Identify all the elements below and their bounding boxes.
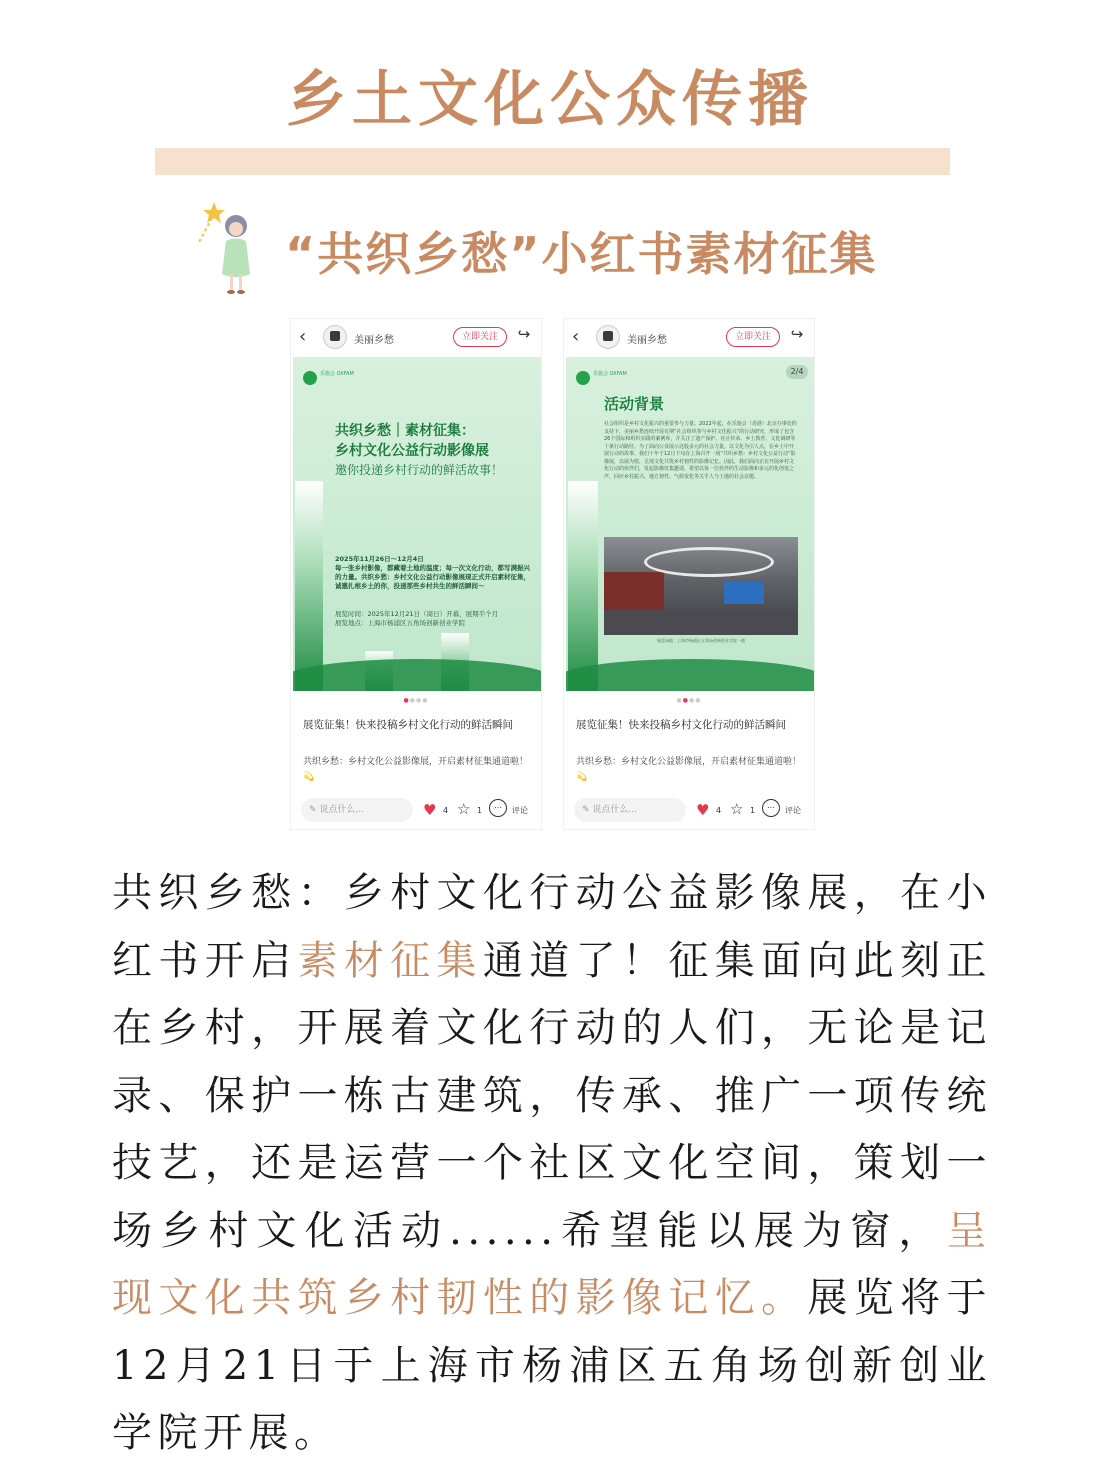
like-count: 4 (716, 806, 722, 815)
comment-icon[interactable]: … (762, 799, 780, 817)
post-screenshot-1 (290, 318, 542, 830)
oxfam-logo: 乐施会 OXFAM (576, 367, 646, 389)
fairy-girl-icon (192, 196, 262, 298)
account-name[interactable]: 美丽乡愁 (354, 335, 394, 346)
article-highlight: 素材征集 (297, 937, 483, 984)
avatar[interactable] (323, 325, 347, 349)
star-count: 1 (750, 806, 756, 815)
carousel-dots: ●●●● (676, 697, 702, 704)
back-icon[interactable]: ‹ (299, 326, 307, 347)
follow-button[interactable]: 立即关注 (726, 327, 780, 347)
heart-icon[interactable]: ♥ (423, 801, 437, 819)
comment-input[interactable]: ✎ 说点什么... (574, 798, 686, 822)
article-text: 展览将于12月21日于上海市杨浦区五角场创新创业学院开展。 (112, 1275, 993, 1456)
comment-icon[interactable]: … (489, 799, 507, 817)
poster-bar (295, 481, 323, 691)
account-name[interactable]: 美丽乡愁 (627, 335, 667, 346)
like-count: 4 (443, 806, 449, 815)
post-description: 共织乡愁：乡村文化公益影像展，开启素材征集通道啦！💫 (303, 757, 529, 782)
post-description: 共织乡愁：乡村文化公益影像展，开启素材征集通道啦！💫 (576, 757, 802, 782)
post-header (291, 319, 541, 355)
comment-label[interactable]: 评论 (512, 806, 528, 815)
photo-caption: 展览场地：上海市杨浦区五角场创新创业学院一楼 (657, 638, 745, 643)
star-icon[interactable]: ☆ (730, 800, 744, 818)
poster-exhibit-time: 展览时间：2025年12月21日（周日）开幕，展期半个月 (335, 610, 499, 618)
article-body (112, 860, 992, 1468)
post-action-bar (564, 795, 814, 825)
heart-icon[interactable]: ♥ (696, 801, 710, 819)
poster-image (293, 357, 541, 691)
poster-tagline: 邀你投递乡村行动的鲜活故事！ (335, 463, 504, 477)
poster-wave (293, 659, 541, 691)
article-text: 共织乡愁：乡村文化行动公益影像展，在小红书开启 (112, 870, 992, 984)
poster-title: 共织乡愁｜素材征集： 乡村文化公益行动影像展 (335, 423, 489, 459)
venue-photo (604, 537, 798, 635)
poster-body-text: 社会组织是乡村文化振兴的重要参与力量。2022年起，在乐施会（香港）北京办事处的支持下，美丽乡愁连续开展有期“社会组织参与乡村文化振兴”的行动研究，形成了包含26个国际和组织实践的案例库，并关注了遗产保护、社区传承、乡土教育、文化调研等十条行动路径。为了面向公众展示这股多元的社会力量，以文化为引人点，在乡土中开展行动的故事，我们十年于12月下旬在上海召开一场“共织乡愁：乡村文化公益行动”影像展，以展为窗，呈现文化共筑乡村韧性的影像记忆。因此，我们面向正在开展乡村文化行动的伙伴们，发起影像征集邀请，希望以每一位伙伴的生动影像和多元的化创变之声，回应乡村振兴、地方韧性、气候变化等关乎人与土地的社会议题。 (604, 421, 797, 480)
title-band (155, 148, 950, 175)
share-icon[interactable]: ↪ (517, 325, 531, 343)
article-highlight: 呈现文化共筑乡村韧性的影像记忆。 (112, 1207, 992, 1321)
poster-exhibit-place: 展览地点：上海市杨浦区五角场创新创业学院 (335, 619, 465, 627)
poster-description: 每一张乡村影像，都藏着土地的温度；每一次文化行动，都写满振兴的力量。共织乡愁：乡村文化公益行动影像展现正式开启素材征集，诚邀扎根乡土的你，投递那些乡村共生的鲜活瞬间～ (335, 564, 530, 590)
poster-wave (566, 659, 814, 691)
article-text: 通道了！征集面向此刻正在乡村，开展着文化行动的人们，无论是记录、保护一栋古建筑，传承、推广一项传统技艺，还是运营一个社区文化空间，策划一场乡村文化活动......希望能以展为窗， (112, 937, 993, 1254)
star-count: 1 (477, 806, 483, 815)
page-indicator: 2/4 (786, 365, 808, 379)
oxfam-logo: 乐施会 OXFAM (303, 367, 373, 389)
post-title: 展览征集！快来投稿乡村文化行动的鲜活瞬间 (576, 719, 786, 731)
follow-button[interactable]: 立即关注 (453, 327, 507, 347)
poster-image (566, 357, 814, 691)
comment-label[interactable]: 评论 (785, 806, 801, 815)
back-icon[interactable]: ‹ (572, 326, 580, 347)
post-action-bar (291, 795, 541, 825)
comment-input[interactable]: ✎ 说点什么... (301, 798, 413, 822)
section-subtitle: “共织乡愁”小红书素材征集 (285, 227, 878, 281)
post-screenshot-2 (563, 318, 815, 830)
star-icon[interactable]: ☆ (457, 800, 471, 818)
poster-bar (568, 481, 598, 691)
avatar[interactable] (596, 325, 620, 349)
post-title: 展览征集！快来投稿乡村文化行动的鲜活瞬间 (303, 719, 513, 731)
share-icon[interactable]: ↪ (790, 325, 804, 343)
post-header (564, 319, 814, 355)
carousel-dots: ●●●● (403, 697, 429, 704)
poster-date: 2025年11月26日～12月4日 (335, 555, 424, 563)
main-title: 乡土文化公众传播 (286, 65, 814, 135)
poster-heading: 活动背景 (604, 395, 665, 413)
